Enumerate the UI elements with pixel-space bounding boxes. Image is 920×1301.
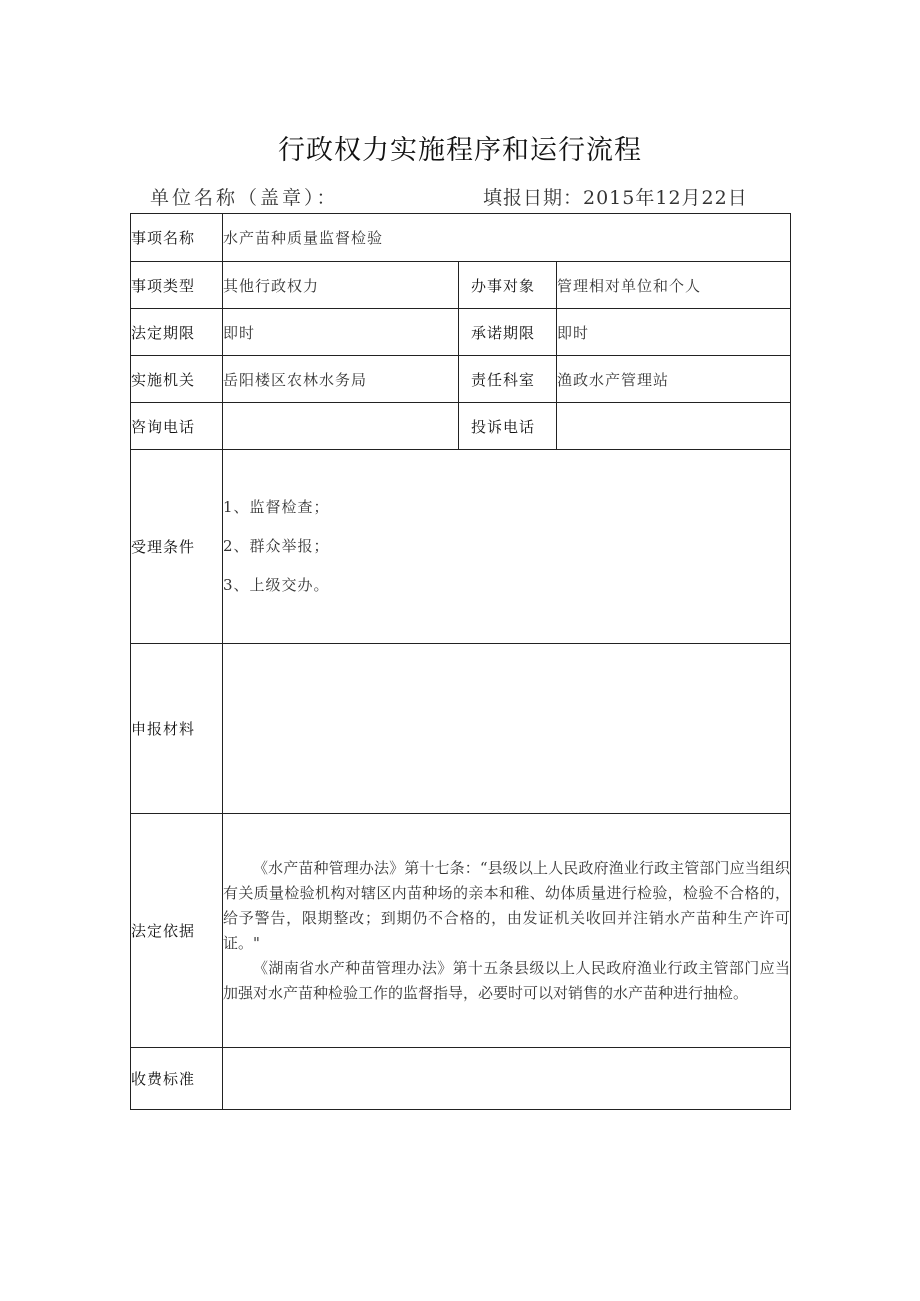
agency-label: 实施机关 [131, 356, 223, 403]
fee-value [223, 1048, 791, 1110]
row-phone [131, 403, 791, 450]
agency-value: 岳阳楼区农林水务局 [223, 356, 459, 403]
acceptance-conditions [223, 450, 791, 644]
row-item-name [131, 214, 791, 262]
row-legal-basis [131, 814, 791, 1048]
inquiry-phone-value [223, 403, 459, 450]
department-value: 渔政水产管理站 [557, 356, 791, 403]
department-label: 责任科室 [459, 356, 557, 403]
materials-label: 申报材料 [131, 644, 223, 814]
legal-basis-paragraph: 《水产苗种管理办法》第十七条：“县级以上人民政府渔业行政主管部门应当组织有关质量检验机构对辖区内苗种场的亲本和稚、幼体质量进行检验，检验不合格的，给予警告，限期整改；到期仍不合格的，由发证机关收回并注销水产苗种生产许可证。" [223, 858, 790, 952]
legal-period-value: 即时 [223, 309, 459, 356]
fee-label: 收费标准 [131, 1048, 223, 1110]
legal-basis-label: 法定依据 [131, 814, 223, 1048]
item-name-value: 水产苗种质量监督检验 [223, 214, 791, 262]
complaint-phone-label: 投诉电话 [459, 403, 557, 450]
fill-date: 填报日期：2015年12月22日 [483, 187, 748, 209]
process-form-table [130, 213, 791, 1110]
page-title: 行政权力实施程序和运行流程 [278, 135, 642, 166]
acceptance-item: 2、群众举报； [223, 537, 330, 555]
inquiry-phone-label: 咨询电话 [131, 403, 223, 450]
row-period [131, 309, 791, 356]
row-item-type [131, 262, 791, 309]
unit-name-label: 单位名称（盖章）： [150, 187, 339, 209]
promised-period-label: 承诺期限 [459, 309, 557, 356]
materials-value [223, 644, 791, 814]
row-materials [131, 644, 791, 814]
target-value: 管理相对单位和个人 [557, 262, 791, 309]
row-acceptance [131, 450, 791, 644]
acceptance-label: 受理条件 [131, 450, 223, 644]
acceptance-item: 1、监督检查； [223, 498, 330, 516]
row-agency [131, 356, 791, 403]
row-fee [131, 1048, 791, 1110]
item-type-label: 事项类型 [131, 262, 223, 309]
item-name-label: 事项名称 [131, 214, 223, 262]
acceptance-item: 3、上级交办。 [223, 576, 330, 594]
legal-basis-paragraph: 《湖南省水产种苗管理办法》第十五条县级以上人民政府渔业行政主管部门应当加强对水产苗种检验工作的监督指导，必要时可以对销售的水产苗种进行抽检。 [223, 958, 790, 1002]
target-label: 办事对象 [459, 262, 557, 309]
legal-period-label: 法定期限 [131, 309, 223, 356]
promised-period-value: 即时 [557, 309, 791, 356]
item-type-value: 其他行政权力 [223, 262, 459, 309]
legal-basis-text [223, 814, 791, 1048]
complaint-phone-value [557, 403, 791, 450]
